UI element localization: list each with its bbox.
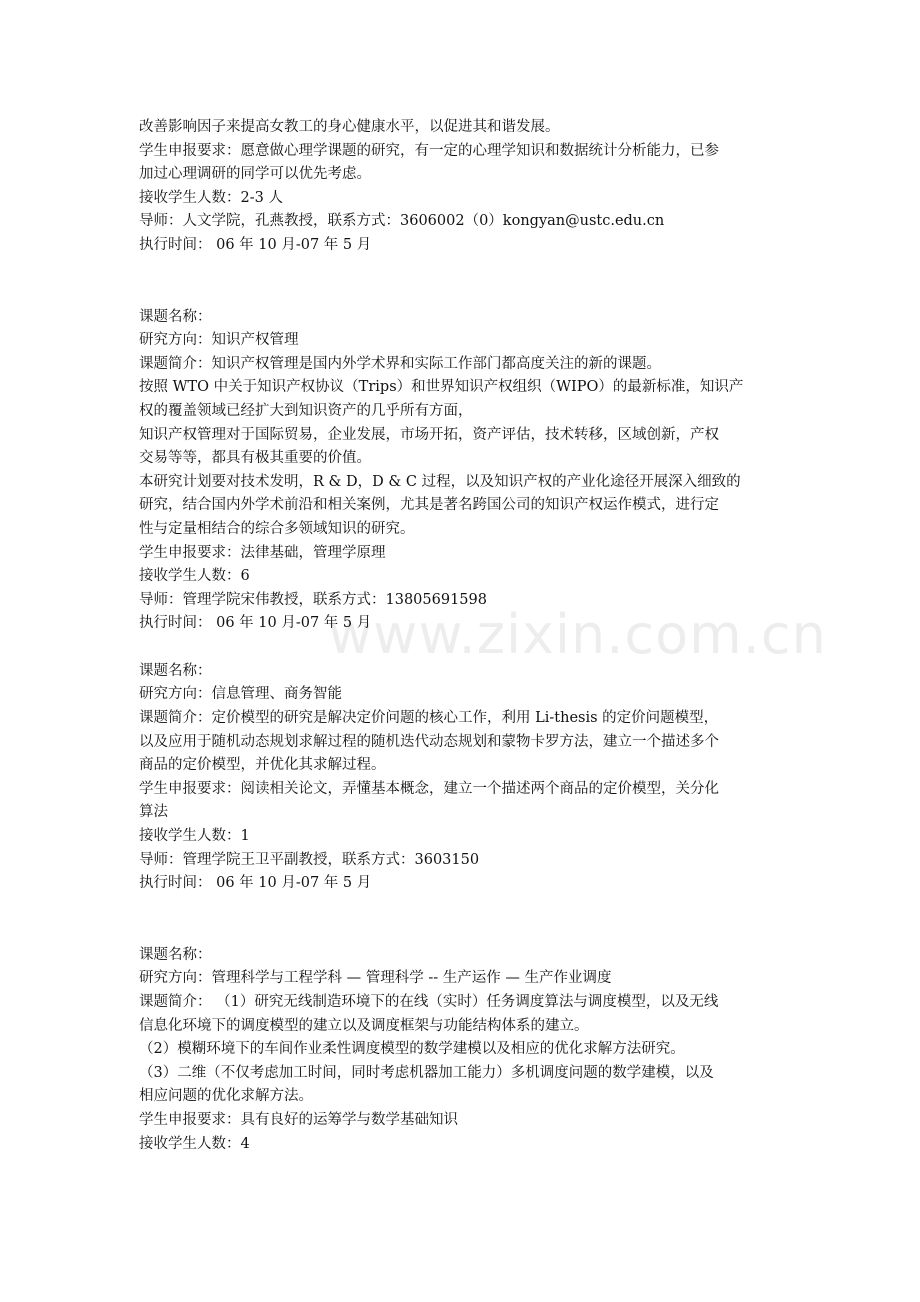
text-line: 课题名称： — [139, 946, 212, 963]
text-line: 权的覆盖领域已经扩大到知识资产的几乎所有方面， — [139, 402, 473, 419]
text-line: 交易等等，都具有极其重要的价值。 — [139, 450, 371, 467]
project-ip-management — [139, 306, 799, 636]
text-line: 学生申报要求：法律基础，管理学原理 — [139, 544, 386, 561]
text-line: 执行时间： 06 年 10 月-07 年 5 月 — [139, 875, 372, 892]
text-line: 学生申报要求：愿意做心理学课题的研究，有一定的心理学知识和数据统计分析能力，已参 — [139, 142, 719, 159]
text-line: 接收学生人数：1 — [139, 828, 250, 845]
text-line: 加过心理调研的同学可以优先考虑。 — [139, 166, 371, 183]
text-line: 执行时间： 06 年 10 月-07 年 5 月 — [139, 615, 372, 632]
section-continued — [139, 116, 799, 258]
project-pricing-model — [139, 660, 799, 896]
text-line: 课题名称： — [139, 308, 212, 325]
text-line: 执行时间： 06 年 10 月-07 年 5 月 — [139, 236, 372, 253]
text-line: 研究方向：管理科学与工程学科 — 管理科学 -- 生产运作 — 生产作业调度 — [139, 970, 612, 987]
text-line: 导师：人文学院，孔燕教授，联系方式：3606002（0）kongyan@ustc.edu.cn — [139, 213, 665, 230]
project-production-scheduling — [139, 944, 799, 1156]
text-line: 接收学生人数：6 — [139, 568, 250, 585]
text-line: 研究方向：信息管理、商务智能 — [139, 686, 342, 703]
text-line: 本研究计划要对技术发明，R & D，D & C 过程，以及知识产权的产业化途径开展深入细致的 — [139, 473, 741, 490]
document-body — [139, 116, 799, 1156]
text-line: 课题简介：定价模型的研究是解决定价问题的核心工作，利用 Li-thesis 的定价问题模型， — [139, 710, 719, 727]
spacer — [139, 636, 799, 660]
watermark-text: www.zixin.com.cn — [328, 603, 827, 666]
text-line: 学生申报要求：具有良好的运筹学与数学基础知识 — [139, 1111, 458, 1128]
text-line: 课题简介：知识产权管理是国内外学术界和实际工作部门都高度关注的新的课题。 — [139, 355, 661, 372]
text-line: （3）二维（不仅考虑加工时间，同时考虑机器加工能力）多机调度问题的数学建模，以及 — [139, 1064, 714, 1081]
text-line: 研究，结合国内外学术前沿和相关案例，尤其是著名跨国公司的知识产权运作模式，进行定 — [139, 497, 719, 514]
text-line: 导师：管理学院王卫平副教授，联系方式：3603150 — [139, 851, 480, 868]
text-line: 改善影响因子来提高女教工的身心健康水平，以促进其和谐发展。 — [139, 119, 560, 135]
text-line: 商品的定价模型，并优化其求解过程。 — [139, 757, 386, 774]
text-line: 性与定量相结合的综合多领域知识的研究。 — [139, 520, 415, 537]
text-line: 信息化环境下的调度模型的建立以及调度框架与功能结构体系的建立。 — [139, 1017, 589, 1034]
text-line: 接收学生人数：2-3 人 — [139, 189, 283, 206]
text-line: 算法 — [139, 804, 168, 821]
spacer — [139, 258, 799, 306]
text-line: 按照 WTO 中关于知识产权协议（Trips）和世界知识产权组织（WIPO）的最新标准，知识产 — [139, 379, 744, 396]
text-line: 研究方向：知识产权管理 — [139, 332, 299, 349]
text-line: 以及应用于随机动态规划求解过程的随机迭代动态规划和蒙物卡罗方法，建立一个描述多个 — [139, 733, 719, 750]
spacer — [139, 896, 799, 944]
text-line: 知识产权管理对于国际贸易，企业发展，市场开拓，资产评估，技术转移，区域创新，产权 — [139, 426, 719, 443]
text-line: 相应问题的优化求解方法。 — [139, 1088, 313, 1105]
text-line: 学生申报要求：阅读相关论文，弄懂基本概念，建立一个描述两个商品的定价模型，关分化 — [139, 780, 719, 797]
text-line: 导师：管理学院宋伟教授，联系方式：13805691598 — [139, 591, 487, 608]
text-line: （2）模糊环境下的车间作业柔性调度模型的数学建模以及相应的优化求解方法研究。 — [139, 1041, 685, 1058]
text-line: 接收学生人数：4 — [139, 1135, 250, 1152]
text-line: 课题名称： — [139, 662, 212, 679]
text-line: 课题简介： （1）研究无线制造环境下的在线（实时）任务调度算法与调度模型，以及无线 — [139, 994, 719, 1010]
